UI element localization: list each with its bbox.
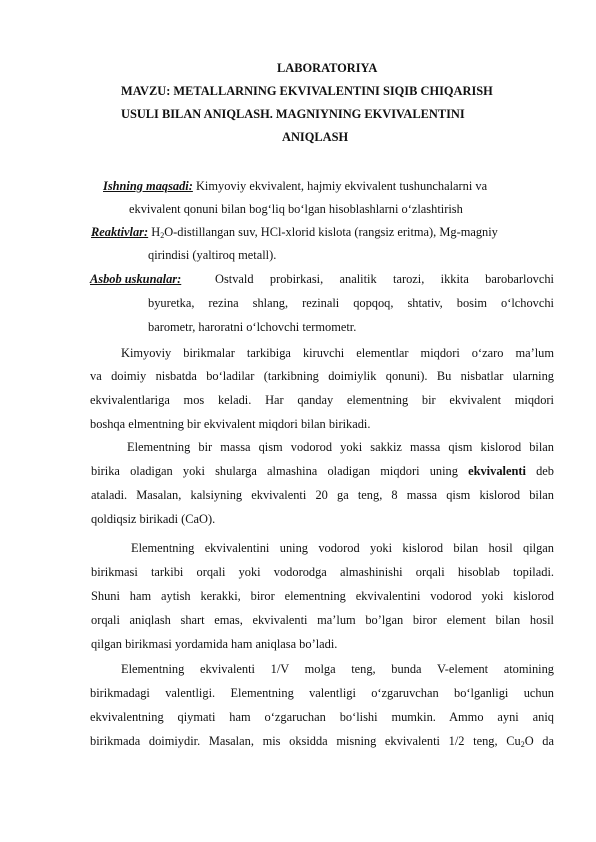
aim-text-1: Kimyoviy ekvivalent, hajmiy ekvivalent tushunchalarni va xyxy=(192,179,488,193)
equipment-line-2: byuretka, rezina shlang, rezinali qopqoq, shtativ, bosim o‘lchovchi xyxy=(148,296,554,310)
title-line-4: ANIQLASH xyxy=(282,130,349,144)
equipment-line-1: Ostvald probirkasi, analitik tarozi, ikkita barobarlovchi xyxy=(215,272,554,286)
p4-text-4a: birikmada doimiydir. Masalan, mis oksidda misning ekvivalenti 1/2 teng, Cu xyxy=(90,734,521,748)
p3-line-2: birikmasi tarkibi orqali yoki vodorodga almashinishi orqali hisoblab topiladi. xyxy=(91,565,554,579)
title-line-1: LABORATORIYA xyxy=(277,61,378,75)
p4-text-4b: O da xyxy=(524,734,554,748)
p1-line-2: va doimiy nisbatda bo‘ladilar (tarkibning doimiylik qonuni). Bu nisbatlar ularning xyxy=(90,369,554,383)
reagents-subscript: 2 xyxy=(160,231,165,240)
p4-line-3: ekvivalentning qiymati ham o‘zgaruchan bo‘lishi mumkin. Ammo ayni aniq xyxy=(90,710,554,724)
p1-line-1: Kimyoviy birikmalar tarkibiga kiruvchi elementlar miqdori o‘zaro ma’lum xyxy=(121,346,554,360)
reagents-line-2: qirindisi (yaltiroq metall). xyxy=(148,248,277,262)
p3-line-4: orqali aniqlash shart emas, ekvivalenti ma’lum bo’lgan biror element bilan hosil xyxy=(91,613,554,627)
p3-line-5: qilgan birikmasi yordamida ham aniqlasa bo’ladi. xyxy=(91,637,338,651)
equipment-label: Asbob uskunalar: xyxy=(90,272,182,286)
title-line-2: MAVZU: METALLARNING EKVIVALENTINI SIQIB CHIQARISH xyxy=(121,84,493,98)
p2-line-4: qoldiqsiz birikadi (CaO). xyxy=(91,512,216,526)
aim-line-2: ekvivalent qonuni bilan bog‘liq bo‘lgan hisoblashlarni o‘zlashtirish xyxy=(129,202,463,216)
reagents-label: Reaktivlar: xyxy=(91,225,149,239)
p1-line-4: boshqa elmentning bir ekvivalent miqdori bilan birikadi. xyxy=(90,417,371,431)
title-line-3: USULI BILAN ANIQLASH. MAGNIYNING EKVIVALENTINI xyxy=(121,107,465,121)
p4-line-4 xyxy=(90,734,554,749)
p1-line-3: ekvivalentlariga mos keladi. Har qanday elementning bir ekvivalent miqdori xyxy=(90,393,554,407)
equipment-label-box xyxy=(90,272,188,287)
reagents-text-1a: H xyxy=(148,225,161,239)
p4-line-2: birikmadagi valentligi. Elementning valentligi o‘zgaruvchan bo‘lganligi uchun xyxy=(90,686,554,700)
p4-line-1: Elementning ekvivalenti 1/V molga teng, bunda V-element atomining xyxy=(121,662,554,676)
p2-line-3: ataladi. Masalan, kalsiyning ekvivalenti 20 ga teng, 8 massa qism kislorod bilan xyxy=(91,488,554,502)
p4-subscript: 2 xyxy=(520,740,525,749)
aim-line-1 xyxy=(103,179,487,194)
p2-text-2a: birika oladigan yoki shularga almashina oladigan miqdori uning xyxy=(91,464,469,478)
reagents-line-1 xyxy=(91,225,498,240)
p2-line-2 xyxy=(91,464,554,479)
p3-line-1: Elementning ekvivalentini uning vodorod yoki kislorod bilan hosil qilgan xyxy=(131,541,554,555)
p2-text-2b: deb xyxy=(525,464,554,478)
equipment-line-3: barometr, haroratni o‘lchovchi termometr. xyxy=(148,320,357,334)
reagents-text-1b: O-distillangan suv, HCl-xlorid kislota (rangsiz eritma), Mg-magniy xyxy=(164,225,498,239)
aim-label: Ishning maqsadi: xyxy=(103,179,193,193)
p2-line-1: Elementning bir massa qism vodorod yoki sakkiz massa qism kislorod bilan xyxy=(127,440,554,454)
ekvivalenti-term: ekvivalenti xyxy=(468,464,526,478)
p3-line-3: Shuni ham aytish kerakki, biror elementning ekvivalentini vodorod yoki kislorod xyxy=(91,589,554,603)
